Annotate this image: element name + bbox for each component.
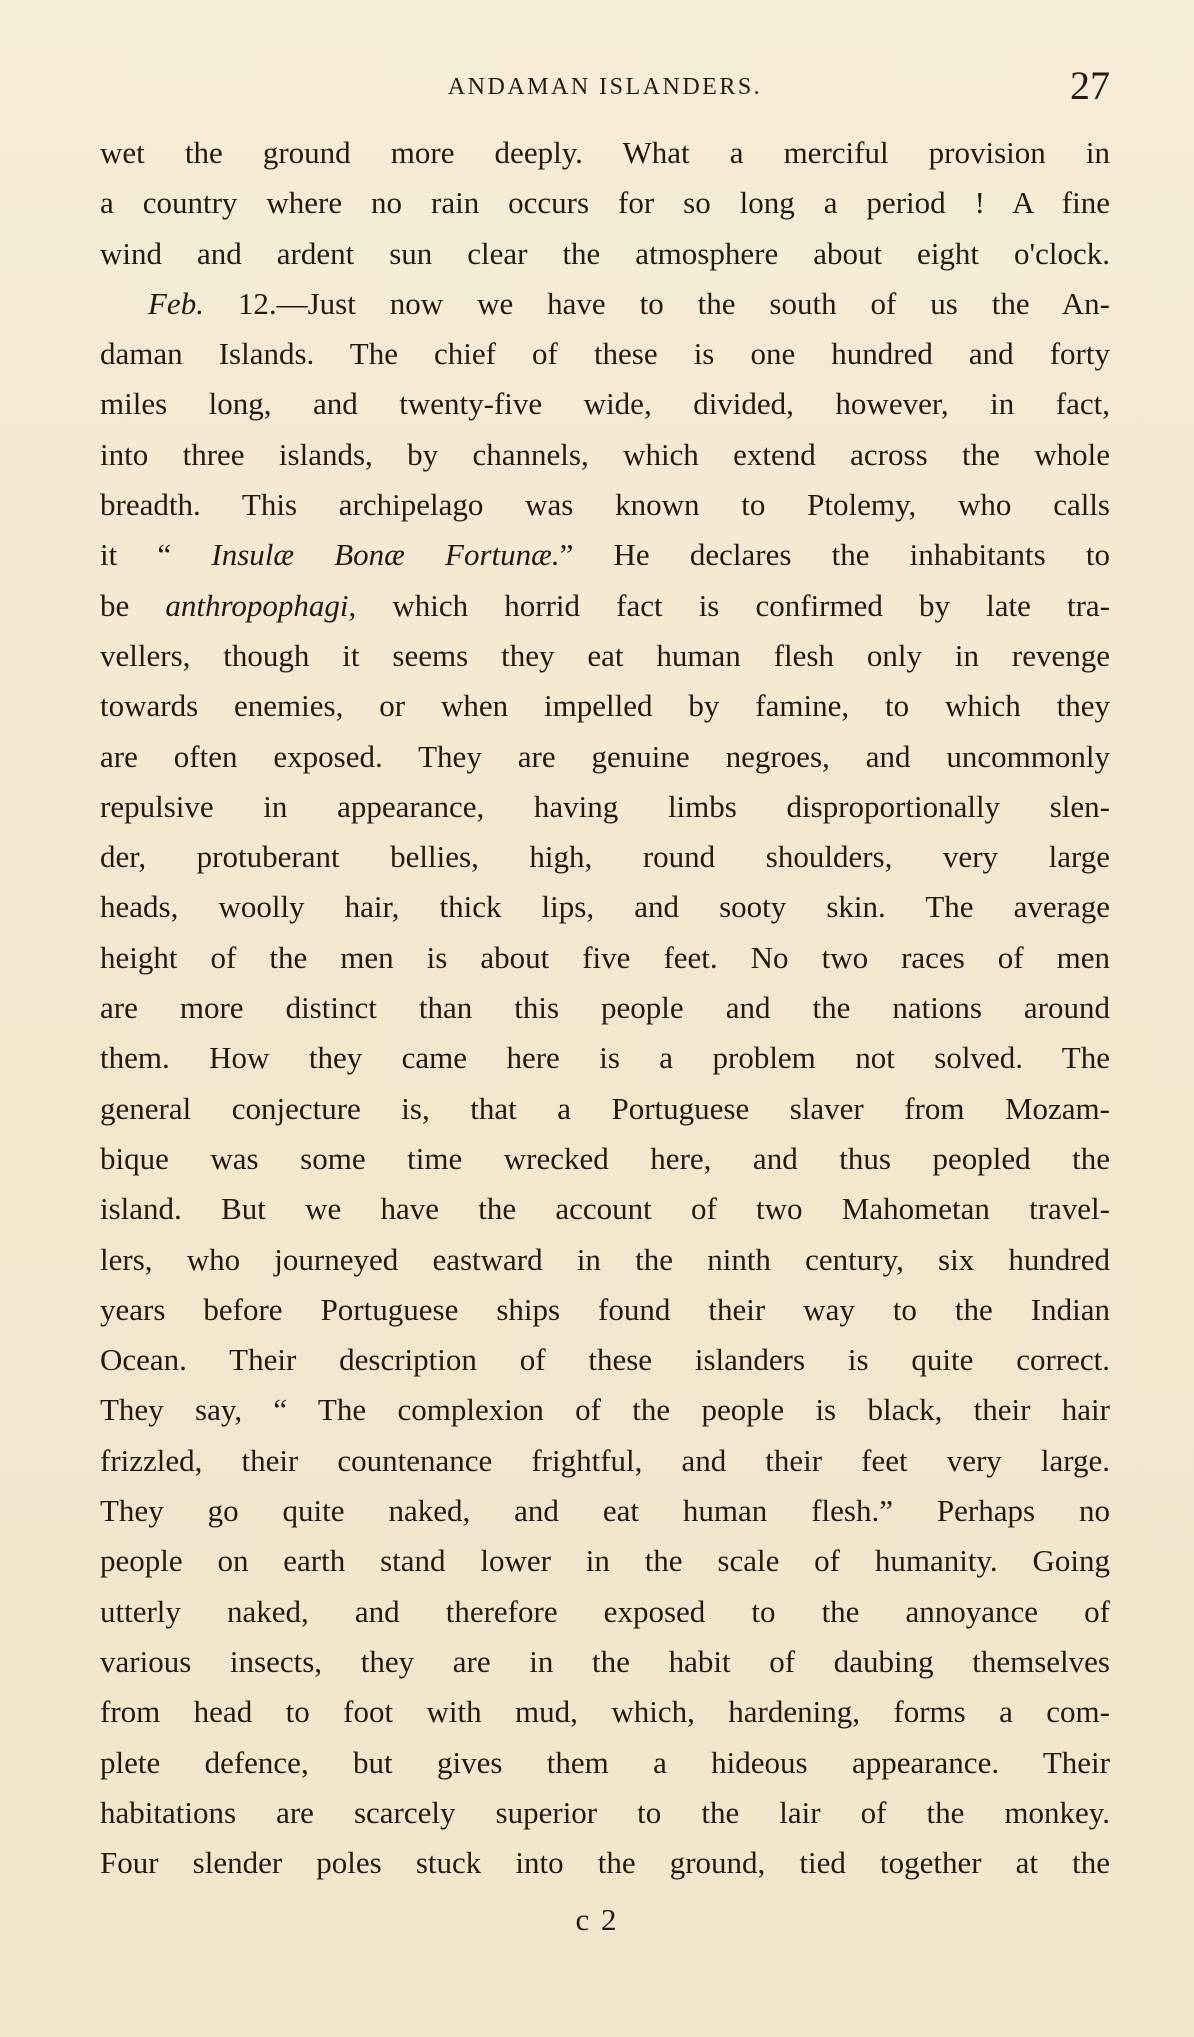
text-run: be: [100, 587, 166, 623]
italic-text: Feb.: [148, 285, 204, 321]
text-line: [100, 782, 1110, 832]
text-run: They go quite naked, and eat human flesh.” Perhaps no: [100, 1493, 1110, 1529]
text-run: Four slender poles stuck into the ground, tied together at the: [100, 1845, 1110, 1881]
text-run: are often exposed. They are genuine negroes, and uncommonly: [100, 738, 1110, 774]
body-text: [100, 128, 1110, 1888]
text-run: years before Portuguese ships found their way to the Indian: [100, 1291, 1110, 1327]
text-run: into three islands, by channels, which extend across the whole: [100, 436, 1110, 472]
text-run: der, protuberant bellies, high, round shoulders, very large: [100, 839, 1110, 875]
text-line: [100, 329, 1110, 379]
text-line: [100, 631, 1110, 681]
text-line: [100, 1134, 1110, 1184]
text-line: [100, 1788, 1110, 1838]
text-run: them. How they came here is a problem not solved. The: [100, 1040, 1110, 1076]
text-line: [100, 178, 1110, 228]
text-run: a country where no rain occurs for so long a period ! A fine: [100, 185, 1110, 221]
text-line: [100, 581, 1110, 631]
text-run: general conjecture is, that a Portuguese slaver from Mozam-: [100, 1090, 1110, 1126]
text-run: breadth. This archipelago was known to Ptolemy, who calls: [100, 487, 1110, 523]
text-run: bique was some time wrecked here, and thus peopled the: [100, 1140, 1110, 1176]
text-line: [100, 1335, 1110, 1385]
text-line: [100, 430, 1110, 480]
text-run: are more distinct than this people and the nations around: [100, 990, 1110, 1026]
text-run: vellers, though it seems they eat human flesh only in revenge: [100, 637, 1110, 673]
text-line: [100, 1285, 1110, 1335]
text-line: [100, 480, 1110, 530]
text-line: [100, 732, 1110, 782]
text-run: They say, “ The complexion of the people is black, their hair: [100, 1392, 1110, 1428]
text-run: wet the ground more deeply. What a merciful provision in: [100, 135, 1110, 170]
text-run: miles long, and twenty-five wide, divided, however, in fact,: [100, 386, 1110, 422]
text-line: [100, 1084, 1110, 1134]
text-run: 12.—Just now we have to the south of us the An-: [203, 285, 1110, 321]
text-run: wind and ardent sun clear the atmosphere about eight o'clock.: [100, 235, 1110, 271]
text-line: [100, 933, 1110, 983]
page-number: 27: [1070, 63, 1110, 108]
text-line: [100, 1033, 1110, 1083]
signature-mark: c 2: [575, 1902, 619, 1937]
text-run: height of the men is about five feet. No two races of men: [100, 939, 1110, 975]
text-line: [100, 1587, 1110, 1637]
text-run: plete defence, but gives them a hideous appearance. Their: [100, 1744, 1110, 1780]
text-run: , which horrid fact is confirmed by late tra-: [348, 587, 1110, 623]
text-run: lers, who journeyed eastward in the ninth century, six hundred: [100, 1241, 1110, 1277]
text-line: [100, 1486, 1110, 1536]
text-run: it “: [100, 537, 212, 573]
text-line: [100, 530, 1110, 580]
text-run: from head to foot with mud, which, hardening, forms a com-: [100, 1694, 1110, 1730]
text-line: [100, 1235, 1110, 1285]
text-run: habitations are scarcely superior to the lair of the monkey.: [100, 1794, 1110, 1830]
text-line: [100, 681, 1110, 731]
italic-text: anthropophagi: [165, 587, 349, 623]
text-run: towards enemies, or when impelled by famine, to which they: [100, 688, 1110, 724]
text-line: [100, 1637, 1110, 1687]
text-line: [100, 1536, 1110, 1586]
text-line: [100, 1687, 1110, 1737]
text-run: heads, woolly hair, thick lips, and sooty skin. The average: [100, 889, 1110, 925]
text-run: island. But we have the account of two Mahometan travel-: [100, 1191, 1110, 1227]
text-line: [100, 279, 1110, 329]
text-run: utterly naked, and therefore exposed to the annoyance of: [100, 1593, 1110, 1629]
text-line: [100, 1385, 1110, 1435]
text-run: people on earth stand lower in the scale of humanity. Going: [100, 1543, 1110, 1579]
text-run: frizzled, their countenance frightful, and their feet very large.: [100, 1442, 1110, 1478]
text-line: [100, 1184, 1110, 1234]
text-line: [100, 983, 1110, 1033]
running-header: [100, 62, 1110, 112]
text-line: [100, 1436, 1110, 1486]
text-run: ” He declares the inhabitants to: [559, 537, 1110, 573]
text-run: various insects, they are in the habit of daubing themselves: [100, 1643, 1110, 1679]
running-title: ANDAMAN ISLANDERS.: [447, 74, 763, 100]
text-line: [100, 128, 1110, 178]
text-line: [100, 1838, 1110, 1888]
text-line: [100, 832, 1110, 882]
italic-text: Insulæ Bonæ Fortunæ.: [211, 537, 560, 573]
text-run: repulsive in appearance, having limbs disproportionally slen-: [100, 788, 1110, 824]
text-line: [100, 1738, 1110, 1788]
text-run: Ocean. Their description of these islanders is quite correct.: [100, 1342, 1110, 1378]
text-line: [100, 882, 1110, 932]
text-line: [100, 229, 1110, 279]
text-line: [100, 379, 1110, 429]
text-run: daman Islands. The chief of these is one hundred and forty: [100, 336, 1110, 372]
